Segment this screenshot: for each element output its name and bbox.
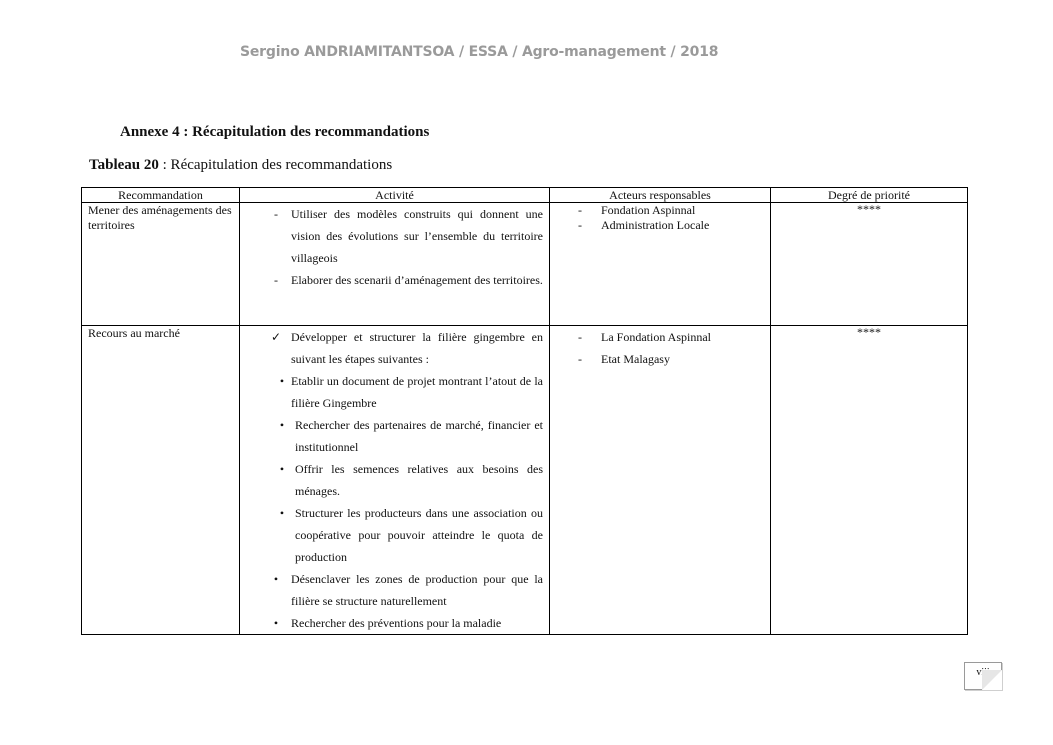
actor-text: Etat Malagasy [601,352,670,366]
bullet-icon: • [279,374,285,388]
actor-text: La Fondation Aspinnal [601,330,711,344]
page-number [964,662,1002,690]
annex-title: Annexe 4 : Récapitulation des recommandations [120,124,430,140]
recommendations-table [81,187,968,635]
activity-item [246,269,543,291]
column-header-recommendation: Recommandation [82,188,240,203]
activity-cell [240,203,550,326]
activity-cell [240,326,550,635]
actor-item [556,326,764,348]
bullet-icon: • [273,616,279,630]
activity-item [246,458,543,502]
page-number-text: viii [976,667,990,678]
activity-text: Développer et structurer la filière gingembre en suivant les étapes suivantes : [291,330,543,366]
bullet-icon: • [279,418,285,432]
dash-marker: - [274,273,278,287]
priority-cell: **** [771,326,968,635]
activity-text: Structurer les producteurs dans une association ou coopérative pour pouvoir atteindre le quota de production [295,506,543,564]
actor-item [556,203,764,218]
dash-marker: - [274,207,278,221]
actor-text: Fondation Aspinnal [601,203,696,217]
recommendation-cell: Mener des aménagements des territoires [82,203,240,326]
dash-marker: - [578,203,582,217]
table-header-row [82,188,968,203]
activity-item [246,370,543,414]
activity-text: Utiliser des modèles construits qui donnent une vision des évolutions sur l’ensemble du territoire villageois [291,207,543,265]
recommendation-cell: Recours au marché [82,326,240,635]
activity-item [246,612,543,634]
activity-item [246,326,543,370]
activity-item [246,414,543,458]
activity-text: Rechercher des préventions pour la maladie [291,616,502,630]
bullet-icon: • [273,572,279,586]
actor-text: Administration Locale [601,218,710,232]
activity-item [246,203,543,269]
page-curl-icon [982,670,1002,690]
actor-item [556,218,764,233]
dash-marker: - [578,330,582,344]
column-header-priority: Degré de priorité [771,188,968,203]
running-header: Sergino ANDRIAMITANTSOA / ESSA / Agro-management / 2018 [240,44,719,60]
table-caption [89,157,392,174]
table-row [82,203,968,326]
table-caption-label: Tableau 20 [89,157,159,173]
dash-marker: - [578,352,582,366]
actors-cell [550,203,771,326]
bullet-icon: • [279,506,285,520]
table-row [82,326,968,635]
checkmark-icon: ✓ [270,330,282,344]
actors-cell [550,326,771,635]
bullet-icon: • [279,462,285,476]
column-header-activity: Activité [240,188,550,203]
activity-text: Etablir un document de projet montrant l’atout de la filière Gingembre [291,374,543,410]
column-header-actors: Acteurs responsables [550,188,771,203]
activity-item [246,502,543,568]
priority-cell: **** [771,203,968,326]
activity-text: Désenclaver les zones de production pour que la filière se structure naturellement [291,572,543,608]
activity-item [246,568,543,612]
activity-text: Offrir les semences relatives aux besoins des ménages. [295,462,543,498]
actor-item [556,348,764,370]
dash-marker: - [578,218,582,232]
table-caption-text: : Récapitulation des recommandations [158,157,393,173]
activity-text: Elaborer des scenarii d’aménagement des territoires. [291,273,543,287]
activity-text: Rechercher des partenaires de marché, financier et institutionnel [295,418,543,454]
